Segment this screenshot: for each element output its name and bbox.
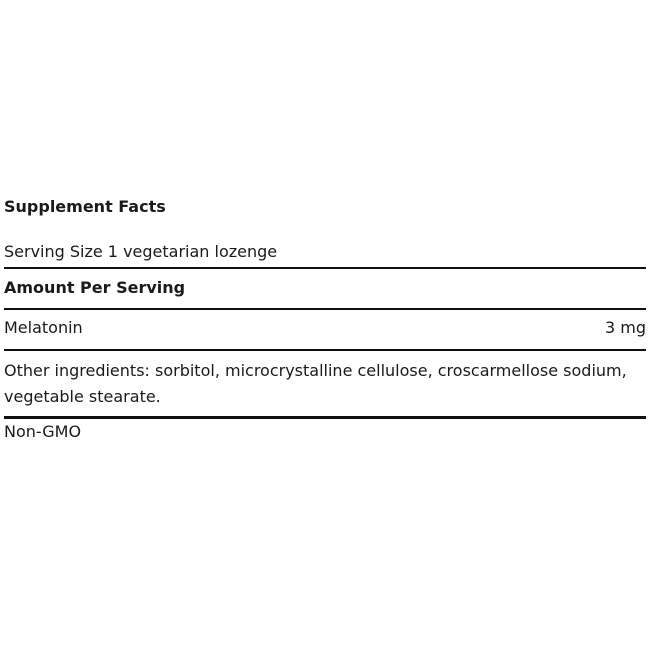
- supplement-facts-panel: [4, 196, 646, 443]
- divider: [4, 267, 646, 269]
- non-gmo-note: Non-GMO: [4, 422, 82, 441]
- nutrient-amount: 3 mg: [604, 318, 646, 337]
- other-ingredients: Other ingredients: sorbitol, microcrystalline cellulose, croscarmellose sodium, vegetable stearate.: [4, 361, 627, 406]
- serving-size: Serving Size 1 vegetarian lozenge: [4, 242, 278, 261]
- nutrient-name: Melatonin: [4, 318, 83, 337]
- divider: [4, 349, 646, 351]
- amount-per-serving-header: Amount Per Serving: [4, 278, 186, 297]
- nutrient-row: [4, 317, 646, 339]
- supplement-facts-title: Supplement Facts: [4, 197, 166, 216]
- divider-thick: [4, 416, 646, 419]
- divider: [4, 308, 646, 310]
